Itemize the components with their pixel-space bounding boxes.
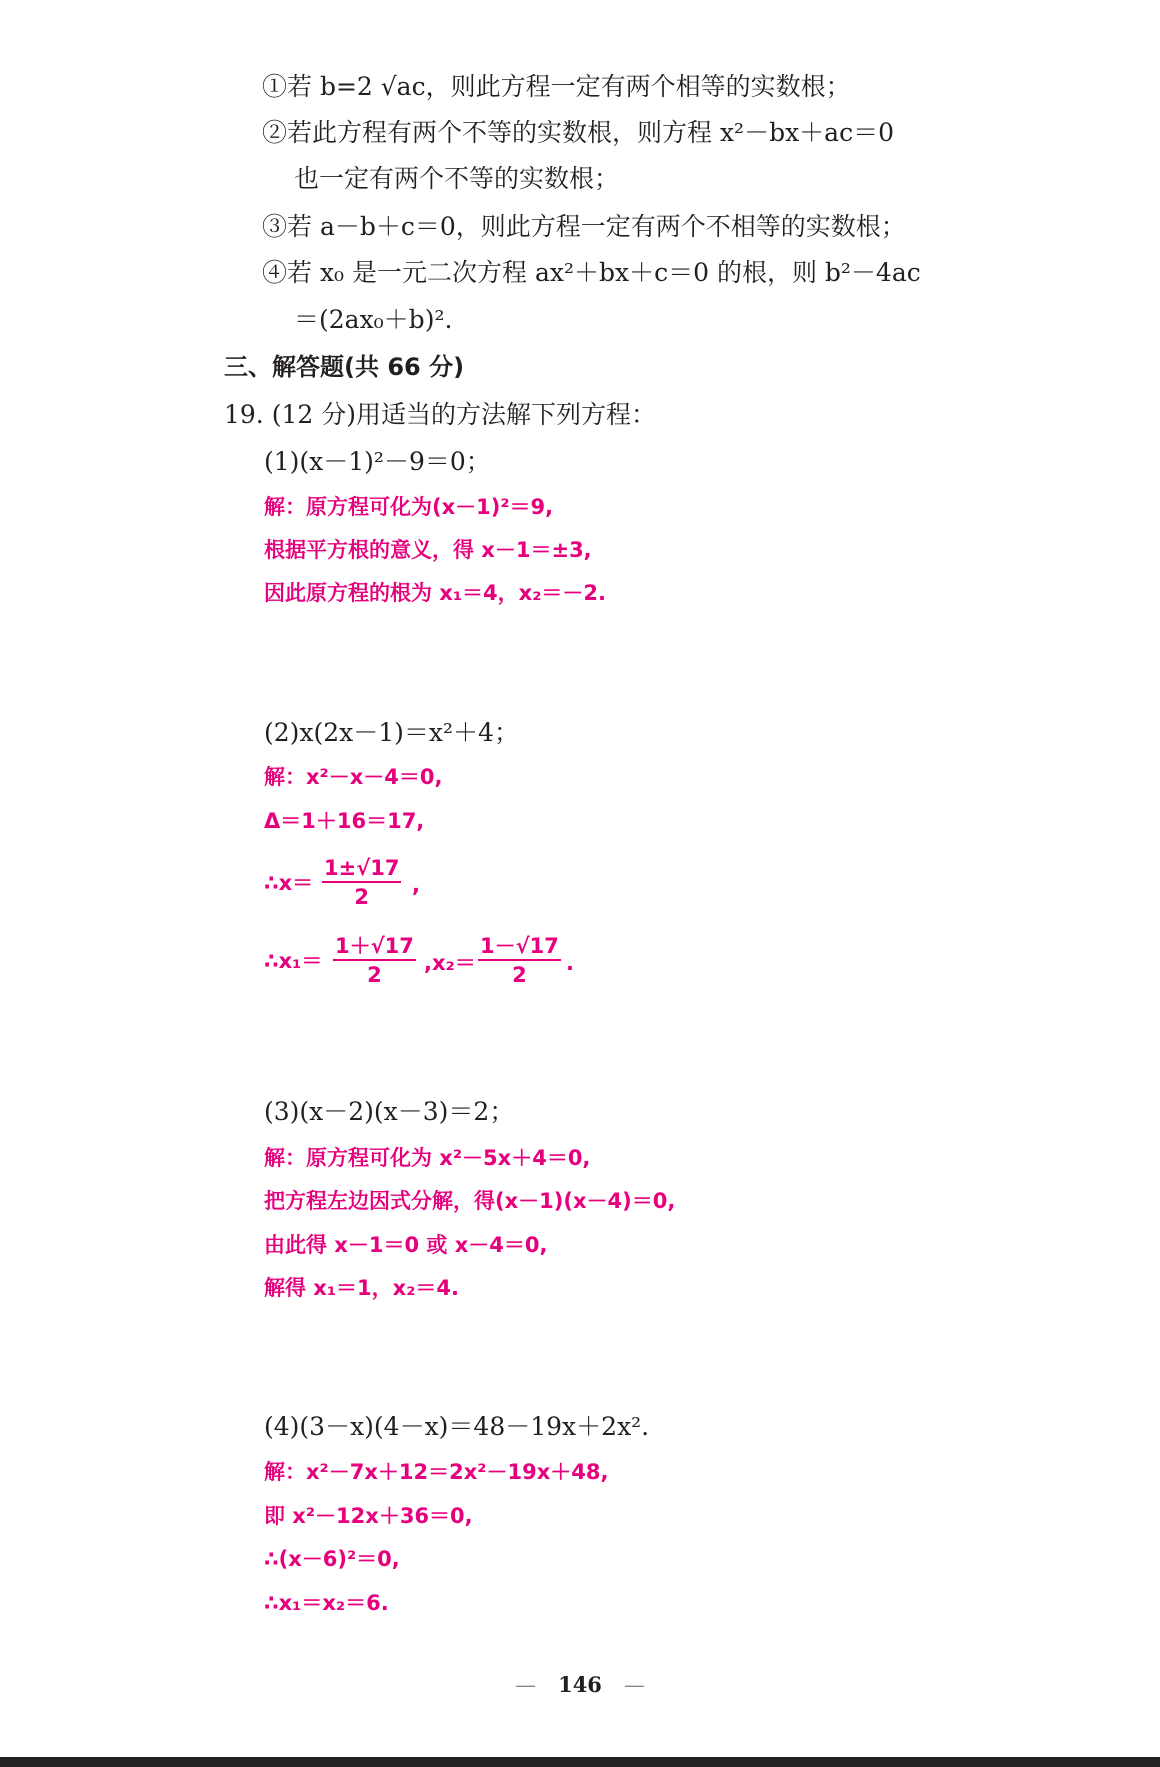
part-1-solution-line: 因此原方程的根为 x₁＝4，x₂＝－2.: [264, 581, 606, 605]
fraction: [478, 934, 561, 987]
fraction-denominator: 2: [367, 963, 382, 987]
period: .: [566, 951, 574, 975]
part-3-solution-line: 解得 x₁＝1，x₂＝4.: [264, 1276, 459, 1300]
part-4-solution-line: 即 x²－12x＋36＝0,: [264, 1504, 473, 1528]
part-3-solution-line: 把方程左边因式分解，得(x－1)(x－4)＝0,: [264, 1189, 676, 1213]
part-1-solution-line: 根据平方根的意义，得 x－1＝±3,: [264, 538, 592, 562]
part-2-solution-line: 解：x²－x－4＝0,: [264, 765, 443, 789]
part-1-problem: (1)(x－1)²－9＝0；: [264, 447, 491, 476]
statement-4-continued: ＝(2ax₀＋b)².: [294, 305, 453, 334]
part-3-solution-line: 由此得 x－1＝0 或 x－4＝0,: [264, 1233, 548, 1257]
part-4-solution-line: ∴x₁＝x₂＝6.: [264, 1591, 389, 1615]
part-4-problem: (4)(3－x)(4－x)＝48－19x＋2x².: [264, 1412, 650, 1441]
part-4-solution-line: 解：x²－7x＋12＝2x²－19x＋48,: [264, 1460, 609, 1484]
part-3-solution-line: 解：原方程可化为 x²－5x＋4＝0,: [264, 1146, 591, 1170]
statement-2: ②若此方程有两个不等的实数根，则方程 x²－bx＋ac＝0: [262, 118, 894, 147]
fraction-denominator: 2: [354, 885, 370, 909]
page-dash-right: —: [623, 1673, 645, 1697]
statement-2-continued: 也一定有两个不等的实数根；: [294, 164, 620, 193]
part-1-solution-line: 解：原方程可化为(x－1)²＝9,: [264, 495, 554, 519]
part-4-solution-line: ∴(x－6)²＝0,: [264, 1547, 400, 1571]
fraction: [333, 934, 416, 987]
part-2-therefore-x: ∴x＝: [264, 871, 314, 895]
fraction: [322, 856, 401, 909]
part-2-problem: (2)x(2x－1)＝x²＋4；: [264, 718, 519, 747]
bottom-border: [0, 1757, 1160, 1767]
part-3-problem: (3)(x－2)(x－3)＝2；: [264, 1097, 515, 1126]
section-heading: 三、解答题(共 66 分): [224, 353, 465, 381]
fraction-numerator: 1±√17: [322, 856, 401, 883]
part-2-solution-line: Δ＝1＋16＝17,: [264, 809, 425, 833]
fraction-denominator: 2: [512, 963, 527, 987]
page-footer: [0, 1672, 1160, 1697]
part-2-roots-mid: ,x₂＝: [424, 951, 476, 975]
statement-4: ④若 x₀ 是一元二次方程 ax²＋bx＋c＝0 的根，则 b²－4ac: [262, 258, 921, 287]
fraction-numerator: 1＋√17: [333, 934, 416, 961]
question-19: 19. (12 分)用适当的方法解下列方程：: [224, 400, 656, 429]
statement-3: ③若 a－b＋c＝0，则此方程一定有两个不相等的实数根；: [262, 212, 906, 241]
comma: ,: [412, 873, 420, 897]
page-number: 146: [558, 1672, 602, 1697]
statement-1: ①若 b=2 √ac，则此方程一定有两个相等的实数根；: [262, 72, 851, 101]
part-2-roots-prefix: ∴x₁＝: [264, 949, 323, 973]
fraction-numerator: 1－√17: [478, 934, 561, 961]
page-dash-left: —: [515, 1673, 537, 1697]
